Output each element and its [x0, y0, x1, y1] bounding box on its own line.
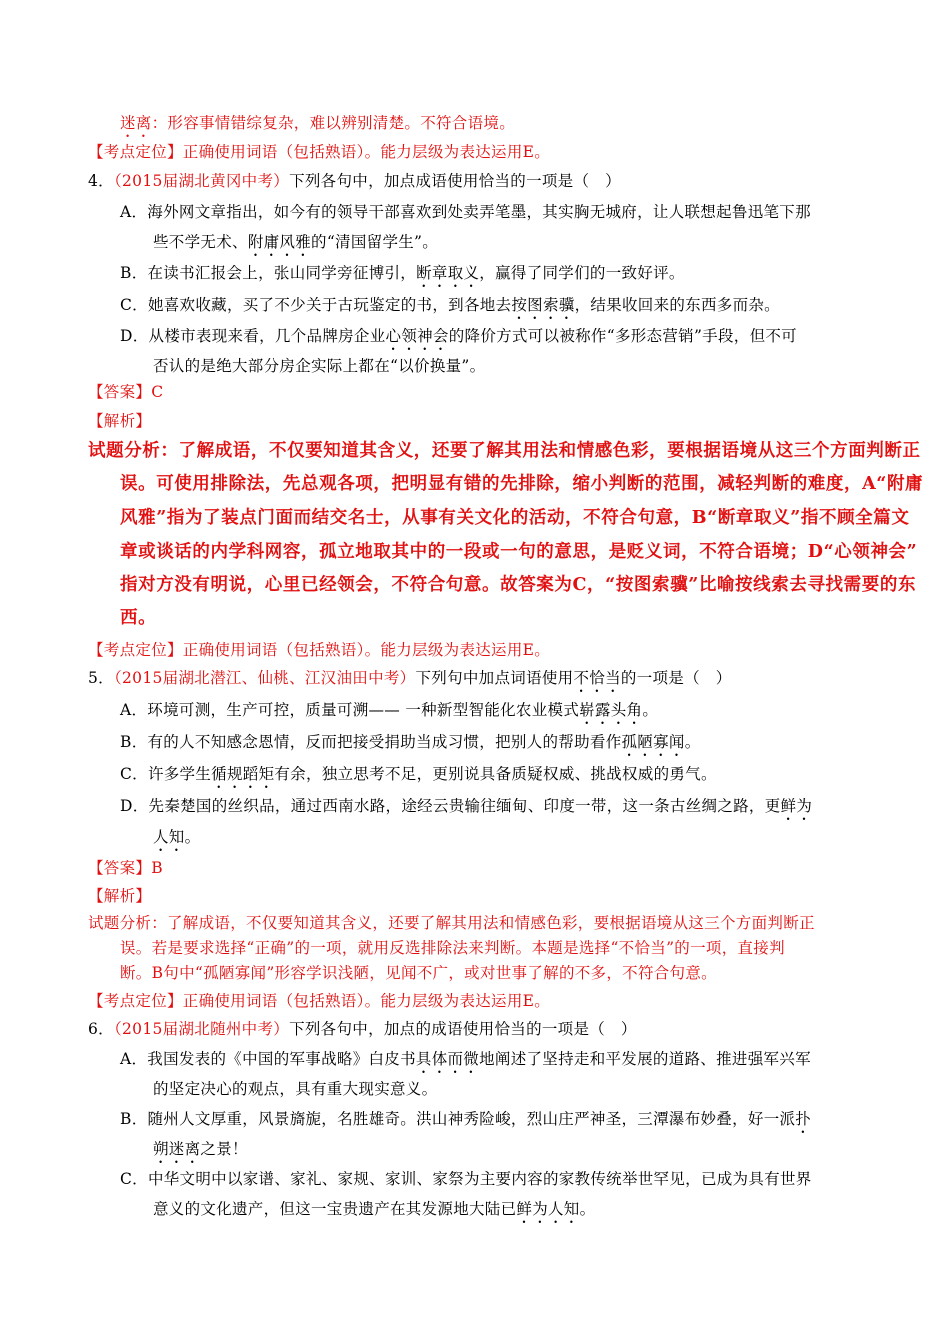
q5-analysis-line: 试题分析：了解成语，不仅要知道其含义，还要了解其用法和情感色彩，要根据语境从这三个方面判断正 — [88, 914, 815, 932]
question-4-stem: 4．（2015届湖北黄冈中考）下列各句中，加点成语使用恰当的一项是（ ） — [88, 172, 621, 190]
emphasized-idiom: 具体而微 — [415, 1050, 480, 1068]
q6-option-c: C．中华文明中以家谱、家礼、家规、家训、家祭为主要内容的家教传统举世罕见，已成为具有世界 — [120, 1170, 812, 1188]
exam-point: 【考点定位】正确使用词语（包括熟语）。能力层级为表达运用E。 — [88, 143, 551, 161]
emphasized-idiom: 断章取义 — [416, 264, 480, 282]
exam-point: 【考点定位】正确使用词语（包括熟语）。能力层级为表达运用E。 — [88, 641, 551, 659]
q5-analysis-label: 【解析】 — [88, 887, 152, 905]
q4-analysis-line: 西。 — [120, 608, 157, 628]
emphasized-idiom: 附庸风雅 — [247, 233, 312, 251]
q6-option-a: A．我国发表的《中国的军事战略》白皮书具体而微地阐述了坚持走和平发展的道路、推进强军兴军 — [120, 1050, 811, 1068]
emphasized-idiom: 鲜为 — [780, 797, 813, 815]
q6-option-c-cont: 意义的文化遗产，但这一宝贵遗产在其发源地大陆已鲜为人知。 — [153, 1200, 596, 1218]
q4-option-d: D．从楼市表现来看，几个品牌房企业心领神会的降价方式可以被称作“多形态营销”手段，但不可 — [120, 327, 797, 345]
emphasized-idiom: 朔迷离 — [153, 1140, 201, 1158]
q6-option-b: B．随州人文厚重，风景旖旎，名胜雄奇。洪山神秀险峻，烈山庄严神圣，三潭瀑布妙叠，好一派扑 — [120, 1110, 812, 1128]
q4-analysis-label: 【解析】 — [88, 412, 152, 430]
question-source: （2015届湖北随州中考） — [113, 1020, 290, 1038]
q5-option-b: B．有的人不知感念恩情，反而把接受捐助当成习惯，把别人的帮助看作孤陋寡闻。 — [120, 733, 701, 751]
question-6-stem: 6．（2015届湖北随州中考）下列各句中，加点的成语使用恰当的一项是（ ） — [88, 1020, 637, 1038]
prev-option-note: 迷离：形容事情错综复杂，难以辨别清楚。不符合语境。 — [120, 114, 516, 132]
q4-option-d-cont: 否认的是绝大部分房企实际上都在“以价换量”。 — [153, 357, 486, 375]
exam-point: 【考点定位】正确使用词语（包括熟语）。能力层级为表达运用E。 — [88, 992, 551, 1010]
q4-analysis-line: 误。可使用排除法，先总观各项，把明显有错的先排除，缩小判断的范围，减轻判断的难度，A“附庸 — [120, 474, 924, 494]
q5-option-d: D．先秦楚国的丝织品，通过西南水路，途经云贵输往缅甸、印度一带，这一条古丝绸之路，更鲜为 — [120, 797, 813, 815]
q4-option-b: B．在读书汇报会上，张山同学旁征博引，断章取义，赢得了同学们的一致好评。 — [120, 264, 685, 282]
q6-option-a-cont: 的坚定决心的观点，具有重大现实意义。 — [153, 1080, 438, 1098]
q5-option-c: C．许多学生循规蹈矩有余，独立思考不足，更别说具备质疑权威、挑战权威的勇气。 — [120, 765, 717, 783]
emphasized-idiom: 孤陋寡闻 — [621, 733, 685, 751]
emphasized-idiom: 崭露头角 — [579, 701, 643, 719]
q4-analysis-line: 章或谈话的内学科网容，孤立地取其中的一段或一句的意思，是贬义词，不符合语境；D“心领神会” — [120, 542, 918, 562]
q4-option-c: C．她喜欢收藏，买了不少关于古玩鉴定的书，到各地去按图索骥，结果收回来的东西多而杂。 — [120, 296, 780, 314]
emphasized-idiom: 循规蹈矩 — [211, 765, 275, 783]
emphasized-word: 不恰当 — [573, 669, 621, 687]
emphasized-idiom: 心领神会 — [385, 327, 449, 345]
question-source: （2015届湖北黄冈中考） — [113, 172, 290, 190]
q4-answer: 【答案】C — [88, 383, 164, 401]
emphasized-idiom: 人知 — [153, 828, 185, 846]
q5-analysis-line: 误。若是要求选择“正确”的一项，就用反选排除法来判断。本题是选择“不恰当”的一项，直接判 — [120, 939, 785, 957]
emphasized-idiom: 扑 — [795, 1110, 812, 1128]
q4-option-a: A．海外网文章指出，如今有的领导干部喜欢到处卖弄笔墨，其实胸无城府，让人联想起鲁迅笔下那 — [120, 203, 811, 221]
q6-option-b-cont: 朔迷离之景！ — [153, 1140, 248, 1158]
q5-analysis-line: 断。B句中“孤陋寡闻”形容学识浅陋，见闻不广，或对世事了解的不多，不符合句意。 — [120, 964, 717, 982]
question-5-stem: 5．（2015届湖北潜江、仙桃、江汉油田中考）下列句中加点词语使用不恰当的一项是（ ） — [88, 669, 732, 687]
emphasized-idiom: 按图索骥 — [511, 296, 575, 314]
q5-option-d-cont: 人知。 — [153, 828, 201, 846]
q4-analysis-line: 试题分析：了解成语，不仅要知道其含义，还要了解其用法和情感色彩，要根据语境从这三个方面判断正 — [88, 441, 921, 461]
q4-option-a-cont: 些不学无术、附庸风雅的“清国留学生”。 — [153, 233, 439, 251]
emphasized-idiom: 鲜为人知 — [516, 1200, 580, 1218]
q4-analysis-line: 指对方没有明说，心里已经领会，不符合句意。故答案为C，“按图索骥”比喻按线索去寻找需要的东 — [120, 575, 917, 595]
emphasized-term: 迷离 — [120, 114, 152, 132]
q4-analysis-line: 风雅”指为了装点门面而结交名士，从事有关文化的活动，不符合句意，B“断章取义”指不顾全篇文 — [120, 508, 910, 528]
q5-answer: 【答案】B — [88, 859, 163, 877]
q5-option-a: A．环境可测，生产可控，质量可溯—— 一种新型智能化农业模式崭露头角。 — [120, 701, 659, 719]
question-source: （2015届湖北潜江、仙桃、江汉油田中考） — [113, 669, 416, 687]
